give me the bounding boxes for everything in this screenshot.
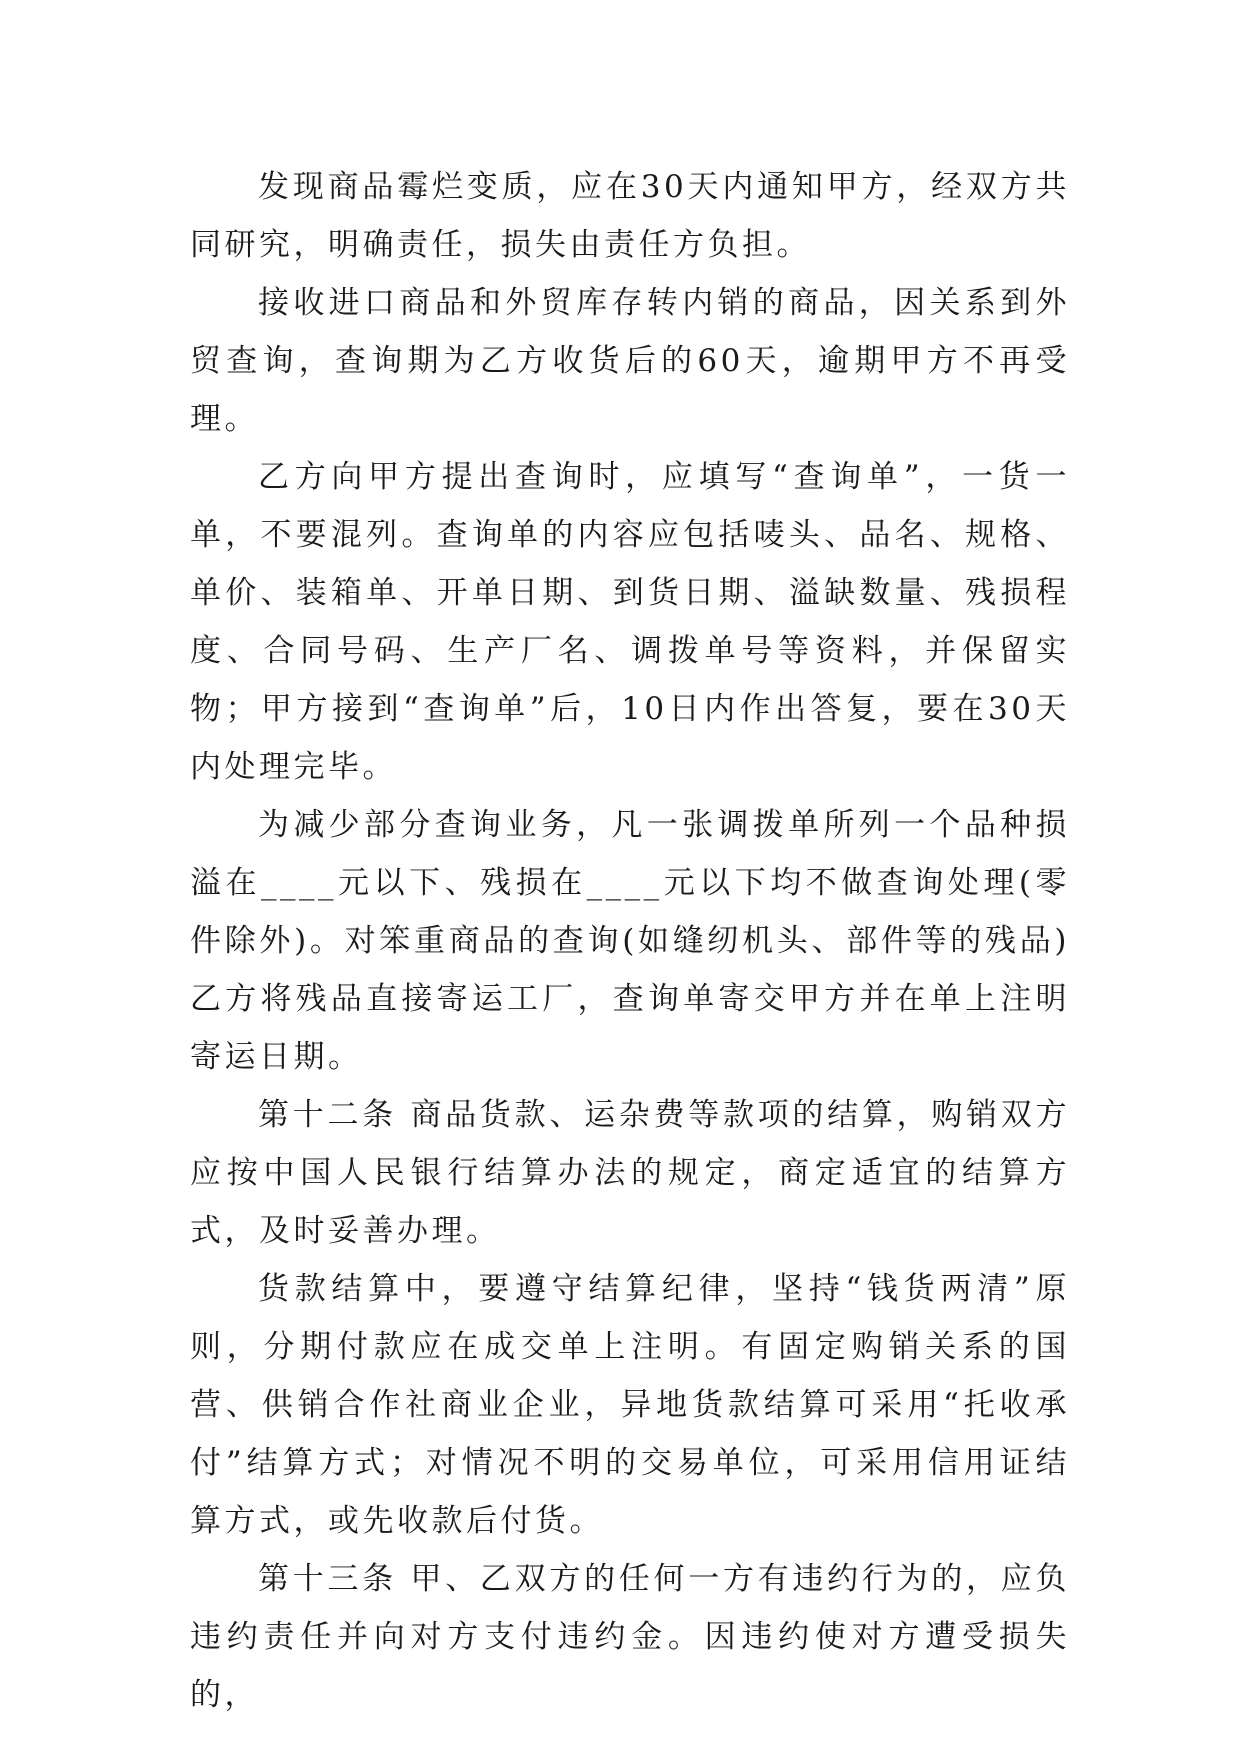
paragraph-import-inquiry: 接收进口商品和外贸库存转内销的商品，因关系到外贸查询，查询期为乙方收货后的60天，逾期甲方不再受理。 <box>190 285 1070 437</box>
paragraph-inquiry-form: 乙方向甲方提出查询时，应填写“查询单”，一货一单，不要混列。查询单的内容应包括唛头、品名、规格、单价、装箱单、开单日期、到货日期、溢缺数量、残损程度、合同号码、生产厂名、调拨单号等资料，并保留实物；甲方接到“查询单”后，10日内作出答复，要在30天内处理完毕。 <box>190 459 1070 785</box>
paragraph-inquiry-threshold: 为减少部分查询业务，凡一张调拨单所列一个品种损溢在____元以下、残损在____元以下均不做查询处理(零件除外)。对笨重商品的查询(如缝纫机头、部件等的残品)乙方将残品直接寄运工厂，查询单寄交甲方并在单上注明寄运日期。 <box>190 807 1070 1075</box>
paragraph-settlement-rules: 货款结算中，要遵守结算纪律，坚持“钱货两清”原则，分期付款应在成交单上注明。有固定购销关系的国营、供销合作社商业企业，异地货款结算可采用“托收承付”结算方式；对情况不明的交易单位，可采用信用证结算方式，或先收款后付货。 <box>190 1271 1070 1539</box>
paragraph-mildew-notice: 发现商品霉烂变质，应在30天内通知甲方，经双方共同研究，明确责任，损失由责任方负担。 <box>190 169 1070 263</box>
paragraph-article-12: 第十二条 商品货款、运杂费等款项的结算，购销双方应按中国人民银行结算办法的规定，商定适宜的结算方式，及时妥善办理。 <box>190 1097 1070 1249</box>
document-body <box>190 158 1070 1724</box>
paragraph-article-13: 第十三条 甲、乙双方的任何一方有违约行为的，应负违约责任并向对方支付违约金。因违约使对方遭受损失的， <box>190 1561 1070 1713</box>
